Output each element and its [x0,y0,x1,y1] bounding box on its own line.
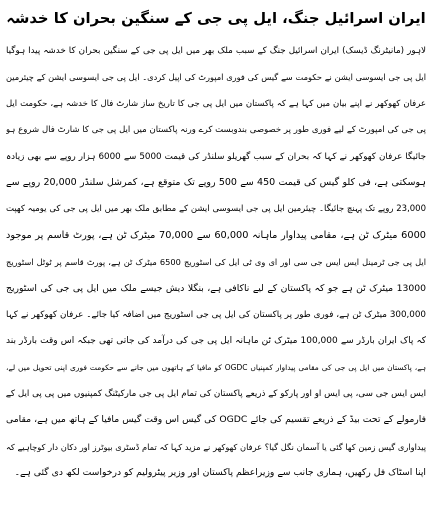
article-line: ہوسکتی ہے، فی کلو گیس کی قیمت 450 سے 500 روپے تک متوقع ہے، کمرشل سلنڈر 20,000 روپے سے [6,176,426,188]
article-line: ایس ایس جی سی، پی ایس او اور پارکو کے ذریعے پاکستان کی تمام ایل پی جی مارکیٹنگ کمپنیوں میں پی پی ایل کے [6,389,426,400]
article-line: ایل پی جی ٹرمینل ایس ایس جی سی اور ای وی ٹی ایل کی اسٹوریج 6500 میٹرک ٹن ہے، پورٹ قاسم پر ٹوٹل اسٹوریج [6,257,426,268]
article-line: اپنا اسٹاک فل رکھیں، ہماری جانب سے وزیراعظم پاکستان اور وزیر پیٹرولیم کو درخواست لکھ دی گئی ہے۔ [14,467,426,479]
article-line: 23,000 روپے تک پہنچ جائیگا۔ چیئرمین ایل پی جی ایسوسی ایشن کے مطابق ملک بھر میں ایل پی جی کی یومیہ کھپت [6,204,426,215]
article-line: ایل پی جی ایسوسی ایشن نے حکومت سے گیس کی فوری امپورٹ کی اپیل کردی۔ ایل پی جی ایسوسی ایشن کے چیئرمین [6,72,426,83]
article-body [6,38,426,487]
article-headline: ایران اسرائیل جنگ، ایل پی جی کے سنگین بحران کا خدشہ [6,10,426,27]
article-line: 300,000 میٹرک ٹن ہے، فوری طور پر پاکستان کی ایل پی جی اسٹوریج میں اضافہ کیا جائے۔ عرفان کھوکھر نے کہا [6,309,426,320]
article-line: 13000 میٹرک ٹن ہے جو کہ پاکستان کے لیے ناکافی ہے، بنگلا دیش جیسے ملک میں ایل پی جی کی اسٹوریج [6,282,426,294]
article-line: عرفان کھوکھر نے اپنے بیان میں کہا ہے کہ پاکستان میں ایل پی جی کا تاریخ ساز شارٹ فال کا خدشہ ہے، حکومت ایل [6,98,426,109]
article-line: جائیگا عرفان کھوکھر نے کہا کہ بحران کے سبب گھریلو سلنڈر کی قیمت 5000 سے 6000 ہزار روپے سے بھی زیادہ [6,151,426,162]
article-line: ہے، پاکستان میں ایل پی جی کی مقامی پیداوار کمپنیاں OGDC کو مافیا کے ہاتھوں میں جانے سے حکومت فوری اپنی تحویل میں لے، [6,362,426,372]
article-line: پیداواری گیس زمین کھا گئی یا آسمان نگل گیا؟ عرفان کھوکھر نے مزید کہا کہ تمام ڈسٹری بیوٹرز اور دکان دار کوچاہیے کہ [6,441,426,452]
article-line: لاہور (مانیٹرنگ ڈیسک) ایران اسرائیل جنگ کے سبب ملک بھر میں ایل پی جی کے سنگین بحران کا خدشہ پیدا ہوگیا [6,46,426,56]
article-line: 6000 میٹرک ٹن ہے، مقامی پیداوار ماہانہ 60,000 سے 70,000 میٹرک ٹن ہے، پورٹ قاسم پر موجود [6,229,426,241]
article-line: پی جی کی امپورٹ کے لیے فوری طور پر خصوصی بندوبست کرے ورنہ پاکستان میں ایل پی جی کا شارٹ فال شروع ہو [6,125,426,136]
article-line: فارمولے کے تحت بیڈ کے ذریعے تقسیم کی جائے OGDC کی گیس اس وقت گیس مافیا کے ہاتھ میں ہے، مقامی [6,414,426,426]
article-line: کہ پاک ایران بارڈر سے 100,000 میٹرک ٹن ماہانہ ایل پی جی کی درآمد کی جاتی تھی جبکہ اس وقت بارڈر بند [6,336,426,347]
